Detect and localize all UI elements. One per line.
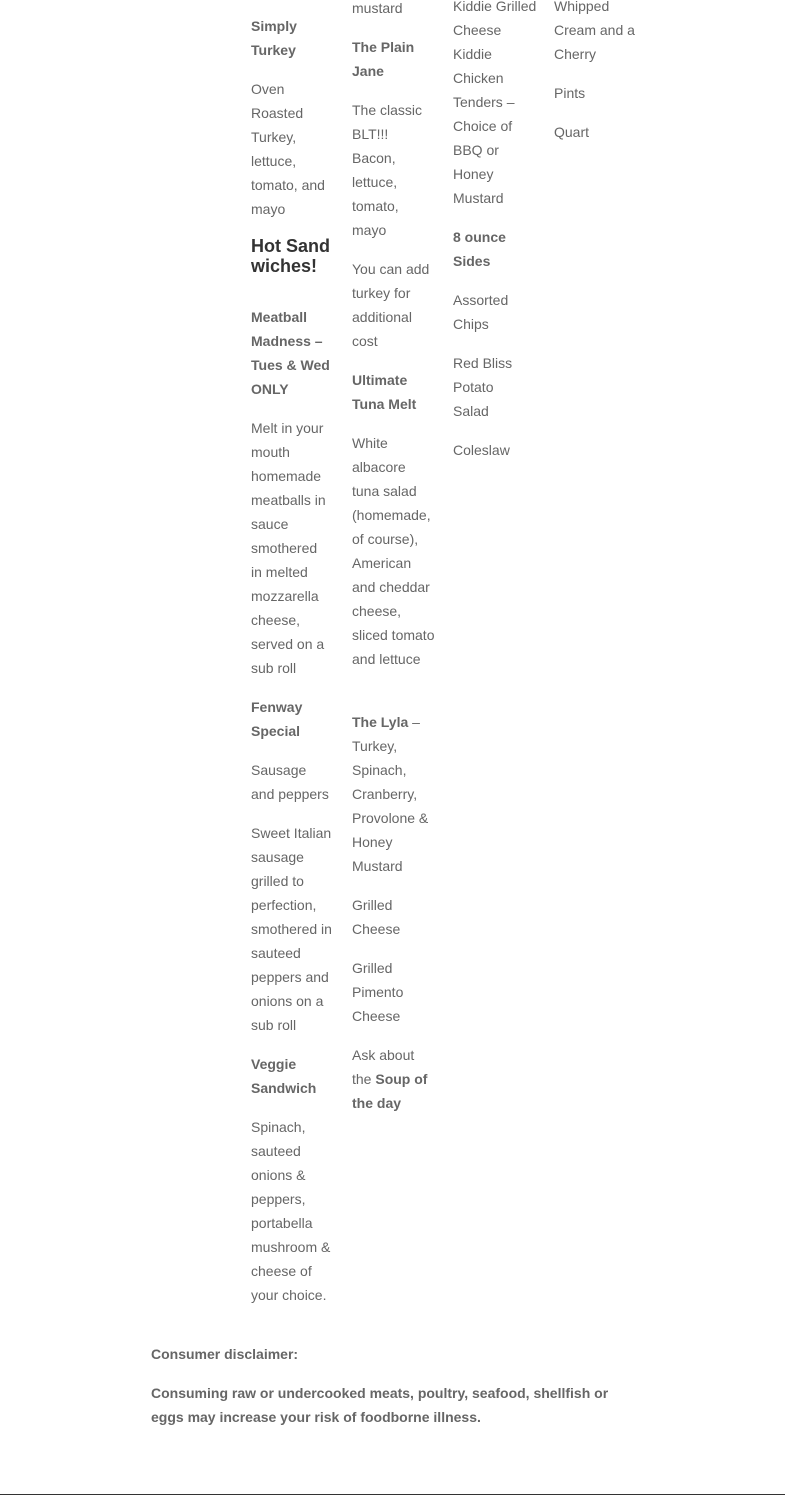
menu-item-title: The Plain Jane — [352, 39, 415, 79]
menu-item-description: White albacore tuna salad (homemade, of course), American and cheddar cheese, sliced tomato and lettuce — [352, 435, 435, 667]
menu-item-title: Meatball Madness – Tues & Wed ONLY — [251, 309, 330, 397]
size-option: Quart — [554, 124, 590, 140]
menu-item-title-plain: Grilled Cheese — [352, 897, 401, 937]
menu-item-description: Spinach, sauteed onions & peppers, portabella mushroom & cheese of your choice. — [251, 1119, 331, 1303]
menu-item-description: Melt in your mouth homemade meatballs in sauce smothered in melted mozzarella cheese, served on a sub roll — [251, 420, 326, 676]
menu-item-description: Oven Roasted Turkey, lettuce, tomato, and mayo — [251, 81, 325, 217]
menu-item-description: mustard — [352, 0, 403, 16]
section-heading: Hot Sandwiches! — [251, 236, 330, 276]
side-item: Red Bliss Potato Salad — [453, 355, 513, 419]
soup-prefix: Ask about the — [352, 1047, 415, 1087]
menu-item-title: Ultimate Tuna Melt — [352, 372, 417, 412]
menu-item-title-plain: Kiddie Chicken Tenders – Choice of BBQ or Honey Mustard — [453, 46, 515, 206]
menu-item-title: Simply Turkey — [251, 18, 297, 58]
menu-item-description: Whipped Cream and a Cherry — [554, 0, 635, 62]
menu-item-title-plain: Grilled Pimento Cheese — [352, 960, 404, 1024]
menu-item-description: The classic BLT!!! Bacon, lettuce, tomato, mayo — [352, 102, 423, 238]
menu-item-description: Sweet Italian sausage grilled to perfection, smothered in sauteed peppers and onions on a sub roll — [251, 825, 332, 1033]
disclaimer-title: Consumer disclaimer: — [151, 1346, 299, 1362]
menu-item-subtitle: Sausage and peppers — [251, 762, 329, 802]
size-option: Pints — [554, 85, 586, 101]
menu-item-title: Veggie Sandwich — [251, 1056, 317, 1096]
soup-of-day-note — [352, 1043, 432, 1115]
side-item: Assorted Chips — [453, 292, 509, 332]
menu-item-title-plain: Kiddie Grilled Cheese — [453, 0, 537, 38]
menu-item-lyla — [352, 710, 432, 878]
side-item: Coleslaw — [453, 442, 510, 458]
menu-item-note: You can add turkey for additional cost — [352, 261, 430, 349]
section-subheading: 8 ounce Sides — [453, 229, 506, 269]
disclaimer-text: Consuming raw or undercooked meats, poultry, seafood, shellfish or eggs may increase your risk of foodborne illness. — [151, 1385, 609, 1425]
menu-item-description: – Turkey, Spinach, Cranberry, Provolone & Honey Mustard — [352, 714, 429, 874]
soup-highlight: Soup of the day — [352, 1071, 428, 1111]
menu-item-title: The Lyla — [352, 714, 409, 730]
menu-item-title: Fenway Special — [251, 699, 303, 739]
